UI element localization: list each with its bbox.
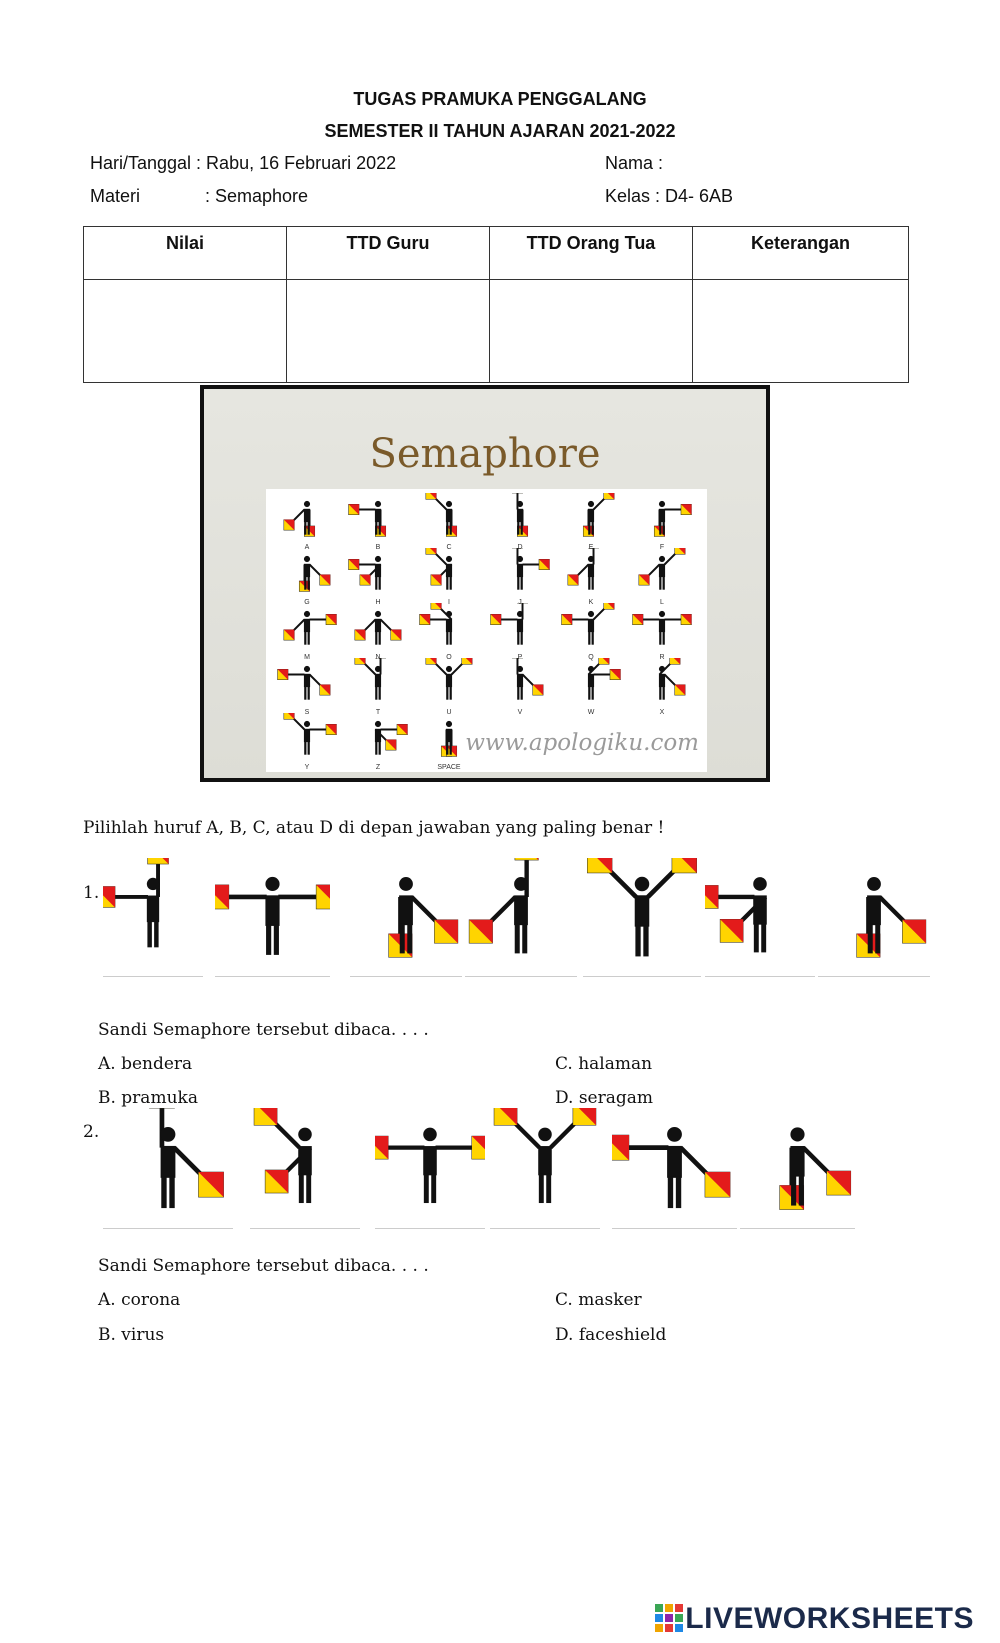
cell-ttd-orang-tua[interactable] xyxy=(490,280,693,383)
semaphore-letter-label: K xyxy=(588,599,594,606)
semaphore-letter-h xyxy=(341,548,415,606)
semaphore-letter-y xyxy=(270,713,344,771)
question-2-option-d[interactable]: D. faceshield xyxy=(555,1325,667,1345)
semaphore-signal-image xyxy=(350,858,462,977)
semaphore-letter-label: Y xyxy=(304,764,310,771)
question-2-option-a[interactable]: A. corona xyxy=(98,1290,181,1310)
materi-value: : Semaphore xyxy=(205,186,309,206)
semaphore-letter-label: U xyxy=(446,709,452,716)
semaphore-chart-image xyxy=(200,385,770,782)
worksheet-title: TUGAS PRAMUKA PENGGALANG xyxy=(353,89,647,109)
semaphore-letter-label: Q xyxy=(588,654,594,661)
semaphore-letter-label: T xyxy=(375,709,381,716)
question-1-option-d[interactable]: D. seragam xyxy=(555,1088,654,1108)
date-label: Hari/Tanggal : Rabu, 16 Februari 2022 xyxy=(90,153,397,173)
semaphore-letter-q xyxy=(554,603,628,661)
semaphore-signal-image xyxy=(103,1108,233,1229)
semaphore-letter-x xyxy=(625,658,699,716)
semaphore-letter-label: V xyxy=(517,709,523,716)
semaphore-signal-image xyxy=(250,1108,360,1229)
semaphore-letter-v xyxy=(483,658,557,716)
semaphore-signal-image xyxy=(705,858,815,977)
semaphore-letter-label: S xyxy=(304,709,310,716)
semaphore-letter-l xyxy=(625,548,699,606)
semaphore-letter-d xyxy=(483,493,557,551)
question-1-prompt: Sandi Semaphore tersebut dibaca. . . . xyxy=(98,1020,429,1040)
watermark: www.apologiku.com xyxy=(465,730,699,756)
col-keterangan: Keterangan xyxy=(693,227,909,280)
semaphore-letter-m xyxy=(270,603,344,661)
semaphore-alphabet-grid xyxy=(266,489,707,772)
semaphore-letter-p xyxy=(483,603,557,661)
semaphore-letter-label: M xyxy=(304,654,310,661)
semaphore-letter-u xyxy=(412,658,486,716)
semaphore-signal-image xyxy=(215,858,330,977)
semaphore-letter-f xyxy=(625,493,699,551)
semaphore-letter-g xyxy=(270,548,344,606)
instruction-text: Pilihlah huruf A, B, C, atau D di depan jawaban yang paling benar ! xyxy=(83,818,665,838)
semaphore-letter-a xyxy=(270,493,344,551)
cell-keterangan[interactable] xyxy=(693,280,909,383)
semaphore-signal-image xyxy=(103,858,203,977)
semaphore-letter-s xyxy=(270,658,344,716)
semaphore-letter-label: B xyxy=(375,544,381,551)
semaphore-letter-j xyxy=(483,548,557,606)
semaphore-signal-image xyxy=(490,1108,600,1229)
semaphore-letter-label: G xyxy=(304,599,310,606)
semaphore-signal-image xyxy=(612,1108,737,1229)
semaphore-letter-k xyxy=(554,548,628,606)
question-2-prompt: Sandi Semaphore tersebut dibaca. . . . xyxy=(98,1256,429,1276)
col-ttd-orang-tua: TTD Orang Tua xyxy=(490,227,693,280)
semaphore-signal-image xyxy=(375,1108,485,1229)
liveworksheets-logo-icon xyxy=(655,1604,683,1632)
question-1-option-a[interactable]: A. bendera xyxy=(98,1054,193,1074)
semaphore-letter-label: Z xyxy=(375,764,381,771)
semaphore-letter-label: SPACE xyxy=(437,764,461,771)
question-2-option-c[interactable]: C. masker xyxy=(555,1290,642,1310)
semaphore-letter-z xyxy=(341,713,415,771)
name-label: Nama : xyxy=(605,153,664,173)
question-2-number: 2. xyxy=(83,1122,100,1142)
semaphore-letter-b xyxy=(341,493,415,551)
semaphore-letter-label: A xyxy=(304,544,310,551)
semaphore-letter-space xyxy=(412,713,486,771)
cell-ttd-guru[interactable] xyxy=(287,280,490,383)
semaphore-signal-image xyxy=(465,858,577,977)
cell-nilai[interactable] xyxy=(84,280,287,383)
semaphore-letter-e xyxy=(554,493,628,551)
semaphore-letter-label: L xyxy=(660,599,664,606)
grade-table xyxy=(83,226,909,383)
question-1-option-b[interactable]: B. pramuka xyxy=(98,1088,198,1108)
worksheet-subtitle: SEMESTER II TAHUN AJARAN 2021-2022 xyxy=(324,121,676,141)
semaphore-letter-label: X xyxy=(659,709,665,716)
semaphore-signal-image xyxy=(583,858,701,977)
semaphore-letter-r xyxy=(625,603,699,661)
question-1-option-c[interactable]: C. halaman xyxy=(555,1054,653,1074)
materi-label: Materi xyxy=(90,186,141,206)
kelas-label: Kelas : D4- 6AB xyxy=(605,186,734,206)
semaphore-letter-label: C xyxy=(446,544,452,551)
question-2-option-b[interactable]: B. virus xyxy=(98,1325,165,1345)
semaphore-letter-w xyxy=(554,658,628,716)
semaphore-chart-title: Semaphore xyxy=(369,431,601,477)
semaphore-letter-t xyxy=(341,658,415,716)
col-ttd-guru: TTD Guru xyxy=(287,227,490,280)
semaphore-signal-image xyxy=(818,858,930,977)
semaphore-letter-label: F xyxy=(659,544,665,551)
semaphore-letter-i xyxy=(412,548,486,606)
semaphore-letter-label: H xyxy=(375,599,381,606)
semaphore-letter-label: R xyxy=(659,654,665,661)
liveworksheets-logo xyxy=(655,1602,974,1636)
col-nilai: Nilai xyxy=(84,227,287,280)
semaphore-letter-label: O xyxy=(446,654,452,661)
liveworksheets-brand: LIVEWORKSHEETS xyxy=(685,1602,974,1635)
semaphore-letter-c xyxy=(412,493,486,551)
semaphore-letter-n xyxy=(341,603,415,661)
semaphore-letter-label: W xyxy=(587,709,595,716)
semaphore-letter-label: I xyxy=(448,599,450,606)
semaphore-letter-o xyxy=(412,603,486,661)
semaphore-signal-image xyxy=(740,1108,855,1229)
question-1-number: 1. xyxy=(83,883,100,903)
